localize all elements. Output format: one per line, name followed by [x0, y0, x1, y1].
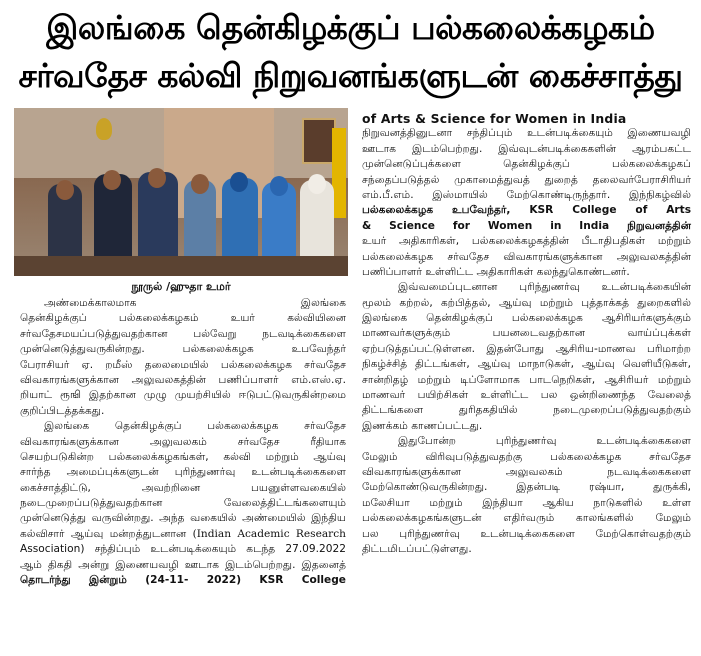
text-line: பேராசியர் ஏ. றமீஸ் தலைமையில் பல்கலைக்கழக சர்வதேச: [20, 358, 346, 371]
text-line: முன்னெடுப்புக்களை தென்கிழக்குப் பல்கலைக்கழகப்: [362, 158, 691, 171]
flag-icon: [332, 128, 346, 218]
text-line: முன்னெடுத்து வருவின்றது. அந்த வகையில் அண்மையில் இந்திய: [20, 512, 346, 525]
text-line: தொடர்ந்து இன்றும் (24-11- 2022) KSR College: [20, 574, 346, 587]
photo-table: [14, 256, 348, 276]
text-line: இணக்கம் காணப்பட்டது.: [362, 419, 483, 432]
photo-person-head: [56, 180, 74, 200]
text-line: திட்டமிடப்பட்டுள்ளது.: [362, 542, 472, 555]
photo-person-head: [230, 172, 248, 192]
text-line: மாணவர் பயிற்சிகள் உள்ளிட்ட பல ஒன்றிணைந்த வேலைத்: [362, 389, 691, 402]
right-article-column: [362, 111, 691, 557]
text-line: மூலம் கற்றல், கற்பித்தல், ஆய்வு மற்றும் புத்தாக்கத் துறைகளில்: [362, 296, 691, 309]
text-line: சர்வதேசமயப்படுத்துவதற்கான பல்வேறு நடவடிக்கைகளை: [20, 327, 346, 340]
text-line: மலேசியா மற்றும் இந்தியா ஆகிய நாடுகளில் உள்ள: [362, 496, 691, 509]
text-line: தென்கிழக்குப் பல்கலைக்கழகம் உயர் கல்வியினை: [20, 312, 346, 325]
text-line: இதுபோன்ற புரிந்துணர்வு உடன்படிக்கைகளை: [398, 435, 691, 448]
photo-person-head: [103, 170, 121, 190]
text-line: சந்தைப்படுத்தல் முகாமைத்துவத் துறைத் தலைவர்பேராசிரியர்: [362, 173, 691, 186]
text-line: இலங்கை தென்கிழக்குப் பல்கலைக்கழக ஆசிரியர்களுக்கும்: [362, 312, 691, 325]
photo-caption: நூருல் /ஹுதா உமர்: [131, 280, 231, 293]
text-line: Association) சந்திப்பும் உடன்படிக்கையும் கடந்த 27.09.2022: [20, 543, 346, 556]
text-line: பணிப்பாளர் உள்ளிட்ட அதிகாரிகள் கலந்துகொண்டனர்.: [362, 265, 630, 278]
news-photo: [14, 108, 348, 276]
left-article-column: [20, 296, 346, 588]
text-line: கல்விசார் ஆய்வு மன்றத்துடனான (Indian Academic Research: [20, 527, 346, 540]
emblem-icon: [96, 118, 112, 140]
text-line: பல்கலைக்கழக உபவேந்தர், KSR College of Arts: [362, 204, 691, 217]
text-line: of Arts & Science for Women in India: [362, 111, 627, 126]
text-line: சான்றிதழ் மற்றும் டிப்ளோமாக பாடநெறிகள், ஆசிரியர் மற்றும்: [362, 373, 691, 386]
text-line: நிறுவனத்தினுடனா சந்திப்பும் உடன்படிக்கையும் இணையவழி: [362, 127, 691, 140]
text-line: இவ்வமைப்புடனான புரிந்துணர்வு உடன்படிக்கையின்: [398, 281, 691, 294]
portrait-frame: [302, 118, 336, 164]
text-line: மாணவர்களுக்கும் பயனடைவதற்கான வாய்ப்புக்கள்: [362, 327, 691, 340]
text-line: இலங்கை தென்கிழக்குப் பல்கலைக்கழக சர்வதேச: [44, 420, 346, 433]
photo-person-head: [308, 174, 326, 194]
text-line: பல்கலைக்கழகங்களுடன் எதிர்வரும் காலங்களில் மேலும்: [362, 512, 691, 525]
photo-person-head: [148, 168, 166, 188]
text-line: நிகழ்ச்சித் திட்டங்கள், ஆய்வு மாநாடுகள், ஆய்வு வெளியீடுகள்,: [362, 358, 691, 371]
text-line: திட்டங்களை துரிதகதியில் நடைமுறைப்படுத்துவதற்கும்: [362, 404, 691, 417]
headline-line-1: இலங்கை தென்கிழக்குப் பல்கலைக்கழகம்: [46, 8, 655, 47]
photo-person-head: [270, 176, 288, 196]
text-line: சார்ந்த அமைப்புக்களுடன் புரிந்துணர்வு உடன்படிக்கைகளை: [20, 466, 346, 479]
text-line: எம்.பீ.எம். இஸ்மாயில் மேற்கொண்டிருந்தார். இந்நிகழ்வில்: [362, 188, 691, 201]
text-line: றியாட் ரூஙி இதற்கான முழு முயற்சியில் ஈடுபட்டுவருகின்றமை: [20, 389, 346, 402]
text-line: குறிப்பிடத்தக்கது.: [20, 404, 105, 417]
text-line: விவகாரங்களுக்கான அலுவலகத்தின் பணிப்பாளர் எம்.எஸ்.ஏ.: [20, 373, 346, 386]
headline-line-2: சர்வதேச கல்வி நிறுவனங்களுடன் கைச்சாத்து: [18, 56, 683, 95]
text-line: மேற்கொண்டுவருகின்றது. இதன்படி ரஷ்யா, துருக்கி,: [362, 481, 691, 494]
text-line: ஏற்படுத்தப்பட்டுள்ளன. இதன்போது ஆசிரிய-மாணவ பரிமாற்ற: [362, 342, 691, 355]
text-line: கைச்சாத்திட்டு, அவற்றினை பயனுள்ளவகையில்: [20, 481, 346, 494]
text-line: ஆம் திகதி அன்று இணையவழி ஊடாக இடம்பெற்றது. இதனைத்: [20, 558, 346, 571]
text-line: முன்னெடுத்துவருகின்றது. பல்கலைக்கழக உபவேந்தர்: [20, 343, 346, 356]
text-line: ஊடாக இடம்பெற்றது. இவ்வுடன்படிக்கைகளின் ஆரம்பகட்ட: [362, 142, 691, 155]
text-line: அண்மைக்காலமாக இலங்கை: [44, 297, 346, 309]
text-line: நடைமுறைப்படுத்துவதற்கான வேலைத்திட்டங்களையும்: [20, 497, 346, 510]
text-line: செயற்படுகின்ற பல்கலைக்கழகங்கள், கல்வி மற்றும் ஆய்வு: [20, 450, 346, 463]
photo-person-head: [191, 174, 209, 194]
text-line: & Science for Women in India நிறுவனத்தின்: [362, 219, 691, 232]
text-line: விவகாரங்களுக்கான அலுவலகம் நடவடிக்கைகளை: [362, 465, 691, 478]
text-line: உயர் அதிகாரிகள், பல்கலைக்கழகத்தின் பீடாதிபதிகள் மற்றும்: [362, 235, 691, 248]
text-line: மேலும் விரிவுபடுத்துவதற்கு பல்கலைக்கழக சர்வதேச: [362, 450, 691, 463]
text-line: பல புரிந்துணர்வு உடன்படிக்கைகளை மேற்கொள்வதற்கும்: [362, 527, 691, 540]
text-line: பல்கலைக்கழக சர்வதேச விவகாரங்களுக்கான அலுவலகத்தின்: [362, 250, 691, 263]
text-line: விவகாரங்களுக்கான அலுவலகம் சர்வதேச ரீதியாக: [20, 435, 346, 448]
